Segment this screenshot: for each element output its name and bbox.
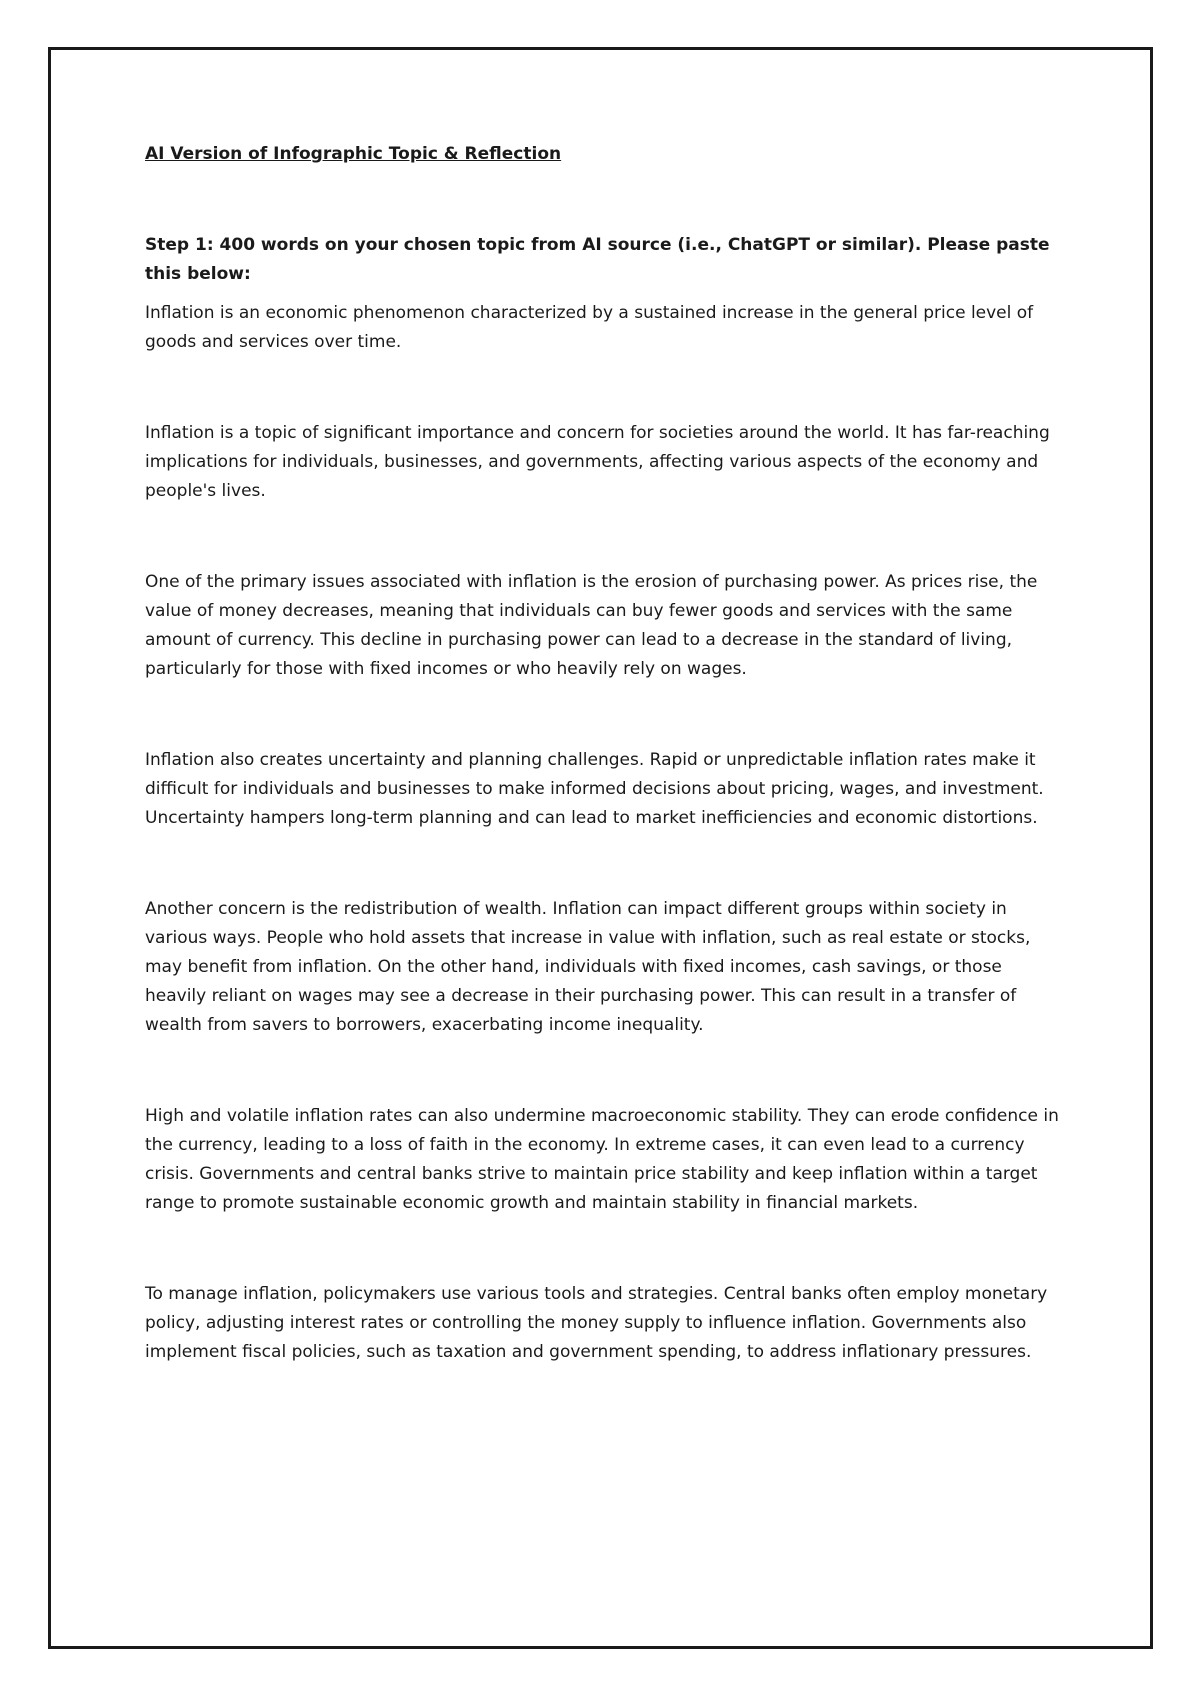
paragraph-wealth-redistribution: Another concern is the redistribution of wealth. Inflation can impact different groups within society in various ways. People who hold assets that increase in value with inflation, such as real estate or stocks, may benefit from inflation. On the other hand, individuals with fixed incomes, cash savings, or those heavily reliant on wages may see a decrease in their purchasing power. This can result in a transfer of wealth from savers to borrowers, exacerbating income inequality. [145, 899, 1031, 1035]
paragraph-definition: Inflation is an economic phenomenon characterized by a sustained increase in the general price level of goods and services over time. [145, 303, 1034, 352]
paragraph-importance: Inflation is a topic of significant importance and concern for societies around the world. It has far-reaching implications for individuals, businesses, and governments, affecting various aspects of the economy and people's lives. [145, 423, 1050, 501]
paragraph-purchasing-power: One of the primary issues associated with inflation is the erosion of purchasing power. As prices rise, the value of money decreases, meaning that individuals can buy fewer goods and services with the same amount of currency. This decline in purchasing power can lead to a decrease in the standard of living, particularly for those with fixed incomes or who heavily rely on wages. [145, 572, 1038, 679]
document-body [145, 140, 1065, 1367]
paragraph-policy-tools: To manage inflation, policymakers use various tools and strategies. Central banks often employ monetary policy, adjusting interest rates or controlling the money supply to influence inflation. Governments also implement fiscal policies, such as taxation and government spending, to address inflationary pressures. [145, 1284, 1048, 1362]
paragraph-uncertainty: Inflation also creates uncertainty and planning challenges. Rapid or unpredictable inflation rates make it difficult for individuals and businesses to make informed decisions about pricing, wages, and investment. Uncertainty hampers long-term planning and can lead to market inefficiencies and economic distortions. [145, 750, 1044, 828]
step-heading: Step 1: 400 words on your chosen topic from AI source (i.e., ChatGPT or similar). Please paste this below: [145, 235, 1050, 284]
document-title: AI Version of Infographic Topic & Reflection [145, 144, 562, 164]
paragraph-macro-stability: High and volatile inflation rates can also undermine macroeconomic stability. They can erode confidence in the currency, leading to a loss of faith in the economy. In extreme cases, it can even lead to a currency crisis. Governments and central banks strive to maintain price stability and keep inflation within a target range to promote sustainable economic growth and maintain stability in financial markets. [145, 1106, 1059, 1213]
